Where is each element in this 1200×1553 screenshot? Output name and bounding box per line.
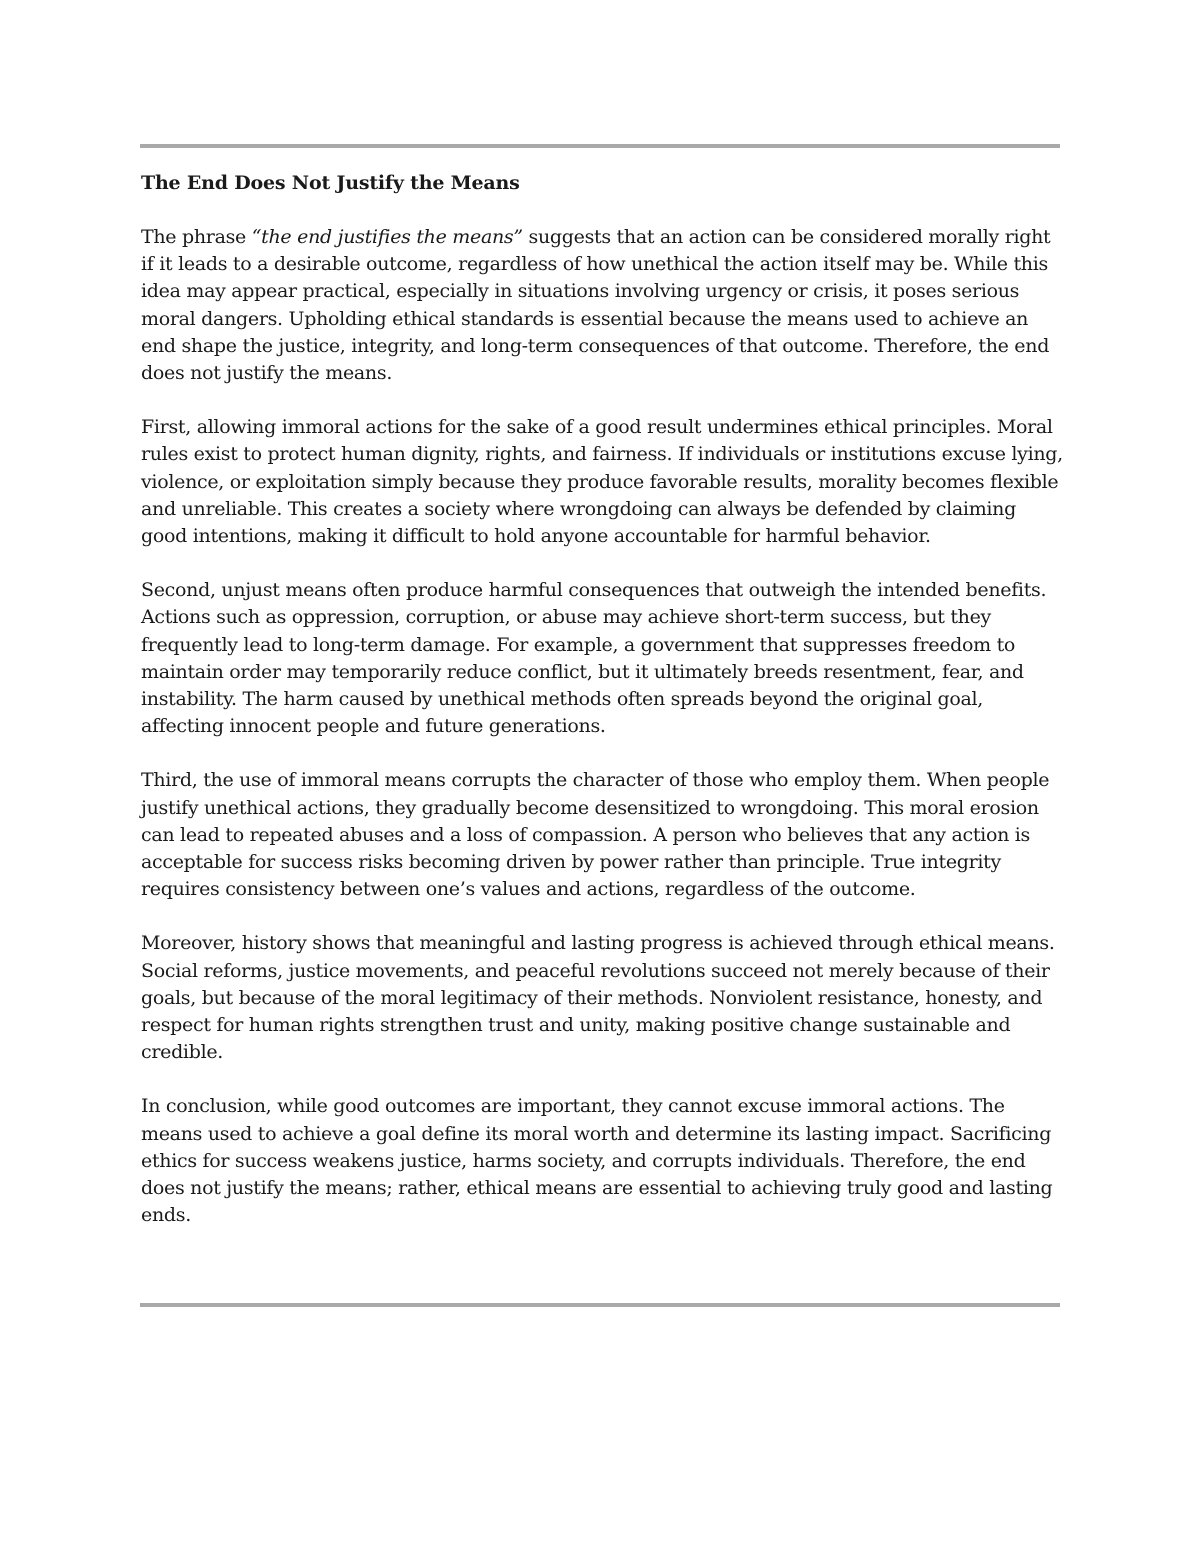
paragraph-third: Third, the use of immoral means corrupts the character of those who employ them. When people justify unethical actions, they gradually become desensitized to wrongdoing. This moral erosion can lead to repeated abuses and a loss of compassion. A person who believes that any action is acceptable for success risks becoming driven by power rather than principle. True integrity requires consistency between one’s values and actions, regardless of the outcome. xyxy=(141,769,1050,901)
intro-paragraph xyxy=(141,224,1063,387)
paragraph-moreover: Moreover, history shows that meaningful and lasting progress is achieved through ethical means. Social reforms, justice movements, and peaceful revolutions succeed not merely because of their goals, but because of the moral legitimacy of their methods. Nonviolent resistance, honesty, and respect for human rights strengthen trust and unity, making positive change sustainable and credible. xyxy=(141,932,1055,1064)
document-title: The End Does Not Justify the Means xyxy=(141,172,520,194)
paragraph-first: First, allowing immoral actions for the sake of a good result undermines ethical principles. Moral rules exist to protect human dignity, rights, and fairness. If individuals or institutions excuse lying, violence, or exploitation simply because they produce favorable results, morality becomes flexible and unreliable. This creates a society where wrongdoing can always be defended by claiming good intentions, making it difficult to hold anyone accountable for harmful behavior. xyxy=(141,416,1063,548)
intro-text-after: suggests that an action can be considered morally right if it leads to a desirable outcome, regardless of how unethical the action itself may be. While this idea may appear practical, especially in situations involving urgency or crisis, it poses serious moral dangers. Upholding ethical standards is essential because the means used to achieve an end shape the justice, integrity, and long-term consequences of that outcome. Therefore, the end does not justify the means. xyxy=(141,226,1051,385)
paragraph-second: Second, unjust means often produce harmful consequences that outweigh the intended benefits. Actions such as oppression, corruption, or abuse may achieve short-term success, but they frequently lead to long-term damage. For example, a government that suppresses freedom to maintain order may temporarily reduce conflict, but it ultimately breeds resentment, fear, and instability. The harm caused by unethical methods often spreads beyond the original goal, affecting innocent people and future generations. xyxy=(141,579,1047,738)
paragraph-conclusion: In conclusion, while good outcomes are important, they cannot excuse immoral actions. The means used to achieve a goal define its moral worth and determine its lasting impact. Sacrificing ethics for success weakens justice, harms society, and corrupts individuals. Therefore, the end does not justify the means; rather, ethical means are essential to achieving truly good and lasting ends. xyxy=(141,1095,1053,1227)
top-divider xyxy=(140,144,1060,148)
bottom-divider xyxy=(140,1303,1060,1307)
document-body xyxy=(141,170,1063,1257)
intro-text-before: The phrase xyxy=(141,226,252,248)
intro-quote: “the end justifies the means” xyxy=(251,226,523,248)
